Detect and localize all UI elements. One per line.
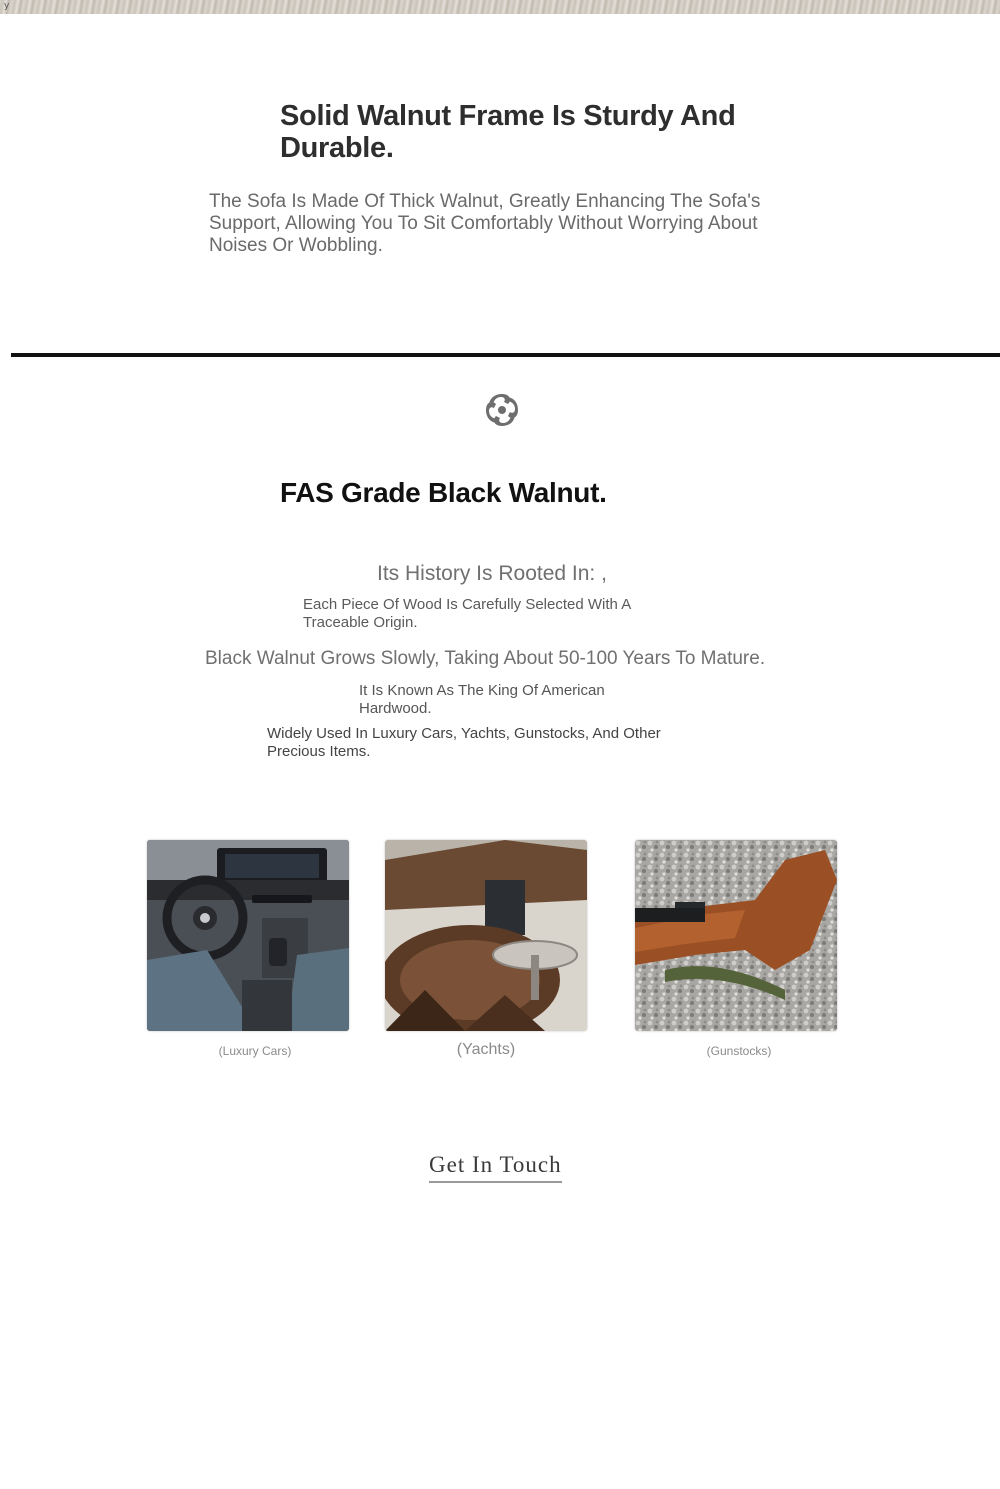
car-interior-photo <box>147 840 349 1031</box>
uses-line: Widely Used In Luxury Cars, Yachts, Gunstocks, And Other Precious Items. <box>267 725 661 760</box>
origin-line: Each Piece Of Wood Is Carefully Selected With A Traceable Origin. <box>303 596 631 631</box>
gallery-caption-gunstocks: (Gunstocks) <box>706 1044 772 1058</box>
yacht-deck-photo <box>385 840 587 1031</box>
section-divider <box>11 353 1000 357</box>
gallery-caption-yachts: (Yachts) <box>456 1041 516 1058</box>
frame-section-body: The Sofa Is Made Of Thick Walnut, Greatly Enhancing The Sofa's Support, Allowing You To Sit Comfortably Without Worrying About Noises Or Wobbling. <box>209 191 761 256</box>
strip-mark: y <box>4 1 10 11</box>
top-texture-strip <box>0 0 1000 14</box>
gallery-caption-cars: (Luxury Cars) <box>218 1044 292 1058</box>
spiral-emblem-icon <box>482 390 522 430</box>
walnut-section-title: FAS Grade Black Walnut. <box>280 477 607 508</box>
growth-line: Black Walnut Grows Slowly, Taking About 50-100 Years To Mature. <box>205 648 766 669</box>
history-heading: Its History Is Rooted In: , <box>377 562 607 585</box>
get-in-touch-button[interactable]: Get In Touch <box>429 1152 562 1183</box>
frame-section-title: Solid Walnut Frame Is Sturdy And Durable. <box>280 100 736 164</box>
gunstock-photo <box>635 840 837 1031</box>
king-line: It Is Known As The King Of American Hardwood. <box>359 682 605 717</box>
